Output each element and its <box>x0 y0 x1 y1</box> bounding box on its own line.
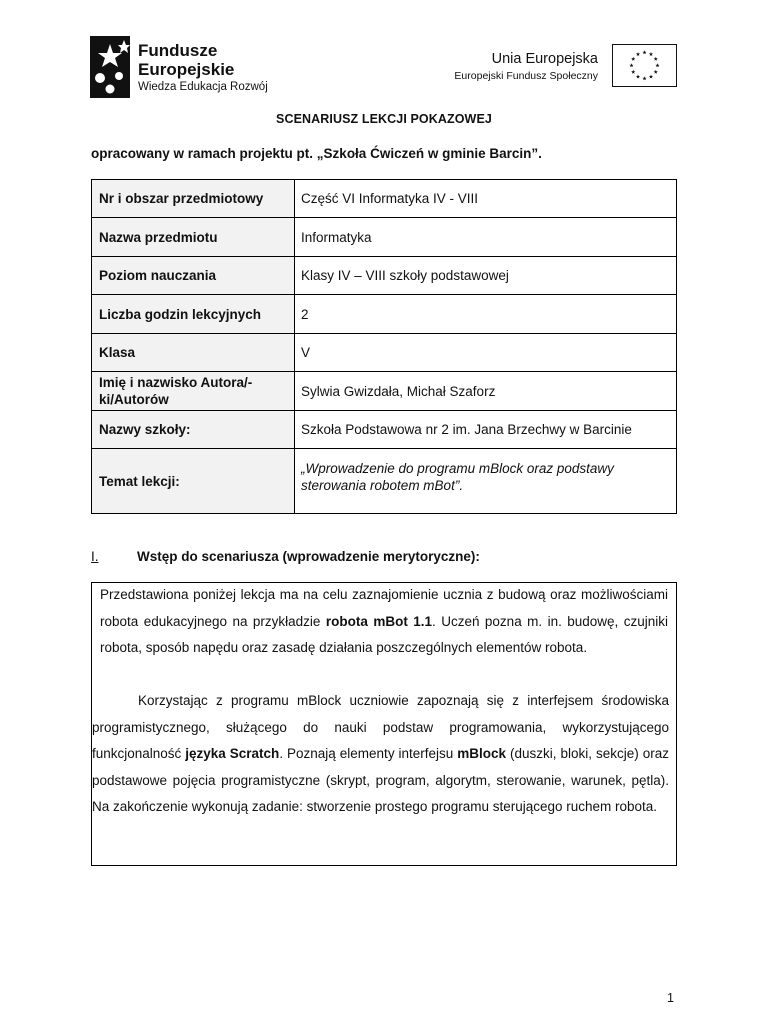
eu-wordmark <box>454 51 598 83</box>
row-label: Nr i obszar przedmiotowy <box>92 180 295 218</box>
row-label: Poziom nauczania <box>92 257 295 295</box>
page-number: 1 <box>667 991 674 1005</box>
intro-p2-bold-mblock: mBlock <box>457 746 507 762</box>
fe-logo-line1: Fundusze <box>138 41 218 60</box>
document-header <box>0 0 768 110</box>
row-value: V <box>295 334 677 372</box>
intro-paragraph-1 <box>100 582 668 662</box>
section-number: I. <box>91 549 99 564</box>
eu-subtitle: Europejski Fundusz Społeczny <box>454 70 598 82</box>
table-row <box>92 180 677 218</box>
row-label: Nazwa przedmiotu <box>92 218 295 257</box>
row-value: Część VI Informatyka IV - VIII <box>295 180 677 218</box>
table-row <box>92 257 677 295</box>
fundusze-europejskie-wordmark <box>138 41 268 95</box>
intro-p2-text-mid: . Poznają elementy interfejsu <box>279 746 458 762</box>
fe-logo-line3: Wiedza Edukacja Rozwój <box>138 81 268 93</box>
fe-logo-line2: Europejskie <box>138 60 235 79</box>
table-row <box>92 295 677 334</box>
intro-paragraph-2 <box>92 688 669 821</box>
row-value: Informatyka <box>295 218 677 257</box>
intro-p1-bold: robota mBot 1.1 <box>325 613 433 629</box>
row-value: 2 <box>295 295 677 334</box>
table-row <box>92 449 677 514</box>
document-title: SCENARIUSZ LEKCJI POKAZOWEJ <box>276 112 492 126</box>
row-label: Temat lekcji: <box>92 449 295 514</box>
table-row <box>92 334 677 372</box>
section-heading <box>91 549 480 564</box>
row-label: Klasa <box>92 334 295 372</box>
table-row <box>92 372 677 411</box>
row-label: Nazwy szkoły: <box>92 411 295 449</box>
lesson-info-table <box>91 179 677 514</box>
row-value: Szkoła Podstawowa nr 2 im. Jana Brzechwy w Barcinie <box>295 411 677 449</box>
row-label: Liczba godzin lekcyjnych <box>92 295 295 334</box>
intro-text-box <box>91 582 677 866</box>
intro-p2-text-end: (duszki, bloki, sekcje) oraz podstawowe pojęcia programistyczne (skrypt, program, algorytm, sterowanie, warunek, pętla). Na zakończenie wykonują zadanie: stworzenie prostego programu sterującego ruchem robota. <box>92 746 669 815</box>
eu-title: Unia Europejska <box>491 51 598 67</box>
intro-p2-text: Korzystając z programu mBlock uczniowie zapoznają się z interfejsem środowiska programistycznego, służącego do nauki podstaw programowania, wykorzystującego funkcjonalność <box>92 693 669 762</box>
section-title: Wstęp do scenariusza (wprowadzenie merytoryczne): <box>137 549 480 564</box>
intro-p2-bold-scratch: języka Scratch <box>185 746 280 762</box>
table-row <box>92 411 677 449</box>
row-label: Imię i nazwisko Autora/-ki/Autorów <box>92 372 295 411</box>
eu-flag-icon <box>612 44 677 87</box>
intro-p1-text: Przedstawiona poniżej lekcja ma na celu zaznajomienie ucznia z budową oraz możliwościami robota edukacyjnego na przykładzie <box>100 587 668 629</box>
document-subtitle: opracowany w ramach projektu pt. „Szkoła Ćwiczeń w gminie Barcin”. <box>91 146 542 161</box>
intro-p1-text-end: . Uczeń pozna m. in. budowę, czujniki robota, sposób napędu oraz zasadę działania poszczególnych elementów robota. <box>100 613 669 656</box>
table-row <box>92 218 677 257</box>
row-value: Klasy IV – VIII szkoły podstawowej <box>295 257 677 295</box>
row-value: „Wprowadzenie do programu mBlock oraz podstawy sterowania robotem mBot”. <box>295 449 677 514</box>
row-value: Sylwia Gwizdała, Michał Szaforz <box>295 372 677 411</box>
fundusze-europejskie-logo-icon <box>90 36 130 98</box>
